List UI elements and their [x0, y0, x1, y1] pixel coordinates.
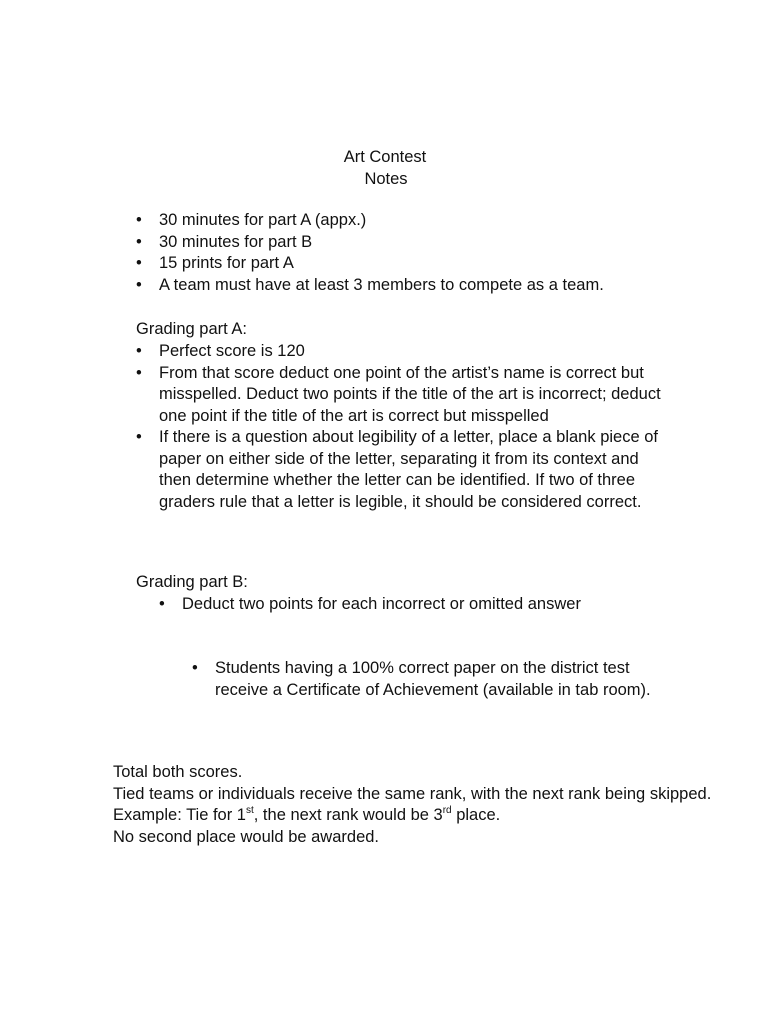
- bullet-icon: •: [192, 659, 198, 677]
- grading-a-heading: Grading part A:: [136, 320, 247, 338]
- list-item: • 30 minutes for part B: [136, 232, 696, 254]
- list-item: • 15 prints for part A: [136, 253, 696, 275]
- tie-rule-paragraph: Tied teams or individuals receive the same rank, with the next rank being skipped. Example: Tie for 1st, the next rank would be 3rd place.: [113, 784, 712, 824]
- list-item: • From that score deduct one point of the artist’s name is correct but misspelled. Deduct two points if the title of the art is incorrect; deduct one point if the title of the art is correct but misspelled: [136, 363, 661, 425]
- list-item: • Perfect score is 120: [136, 341, 666, 363]
- ordinal-suffix: st: [245, 804, 254, 816]
- bullet-icon: •: [136, 342, 142, 360]
- list-item: • 30 minutes for part A (appx.): [136, 210, 696, 232]
- title-block: [0, 147, 770, 190]
- ordinal-suffix: rd: [442, 804, 452, 816]
- bullet-icon: •: [159, 595, 165, 613]
- grading-b-heading: Grading part B:: [136, 573, 248, 591]
- list-item: • Students having a 100% correct paper on the district test receive a Certificate of Achievement (available in tab room).: [192, 659, 651, 699]
- grading-a-list: [136, 341, 666, 513]
- list-item: • Deduct two points for each incorrect or omitted answer: [159, 594, 689, 616]
- bullet-icon: •: [136, 275, 142, 294]
- no-second-place-line: No second place would be awarded.: [113, 827, 380, 846]
- closing-notes: [113, 762, 713, 848]
- list-item: • A team must have at least 3 members to compete as a team.: [136, 275, 696, 297]
- document-title: Art Contest: [343, 148, 427, 166]
- part-info-list: [136, 210, 696, 296]
- certificate-list: [192, 658, 652, 701]
- bullet-icon: •: [136, 232, 142, 251]
- bullet-icon: •: [136, 254, 142, 272]
- bullet-icon: •: [136, 211, 142, 229]
- total-scores-line: Total both scores.: [113, 763, 243, 781]
- bullet-icon: •: [136, 363, 142, 382]
- document-subtitle: Notes: [364, 169, 408, 188]
- bullet-icon: •: [136, 428, 142, 446]
- grading-b-list: [159, 594, 689, 616]
- list-item: • If there is a question about legibility of a letter, place a blank piece of paper on either side of the letter, separating it from its context and then determine whether the letter can be identified. If two of three graders rule that a letter is legible, it should be considered correct.: [136, 428, 658, 511]
